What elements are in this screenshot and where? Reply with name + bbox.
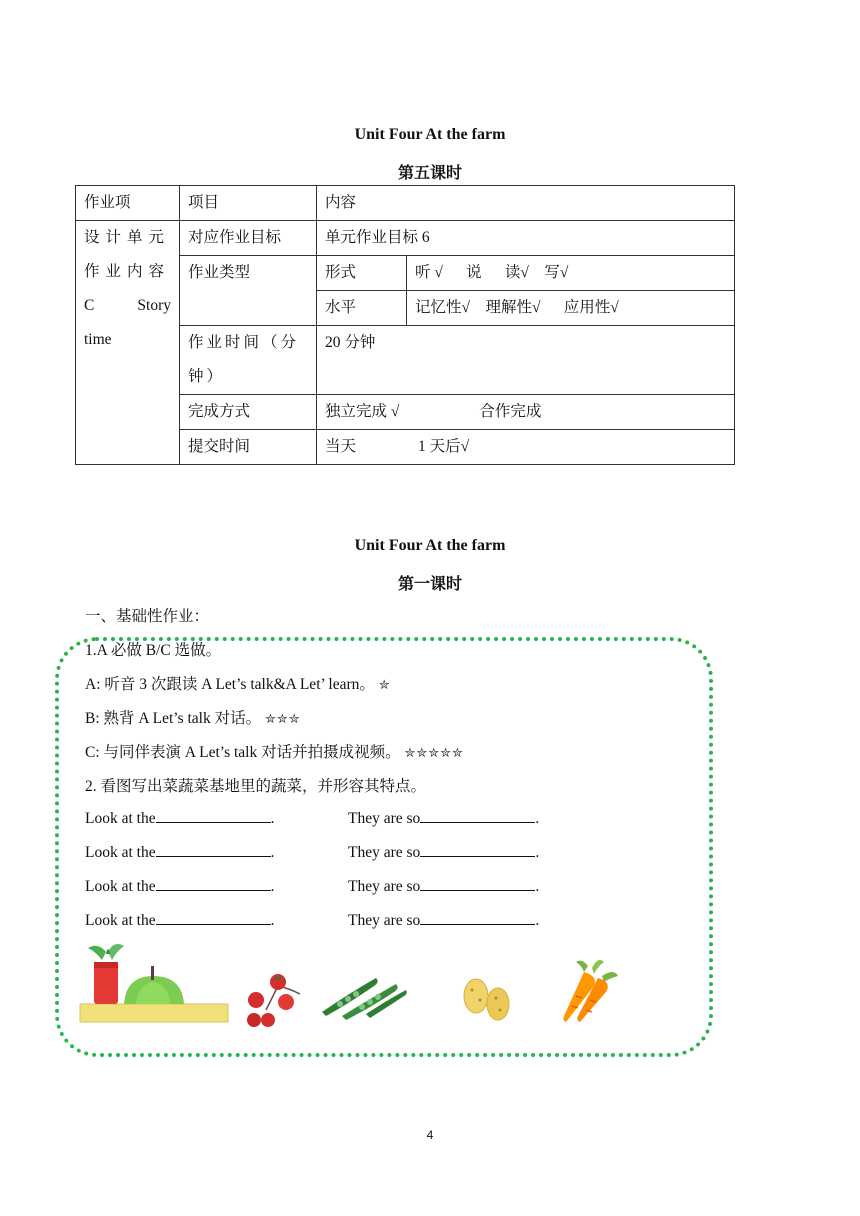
mode-value-cooperative: 合作完成 [479, 403, 542, 420]
item2-instruction: 2. 看图写出菜蔬菜基地里的蔬菜，并形容其特点。 [85, 778, 427, 795]
carrot-and-cabbage-icon [78, 940, 230, 1025]
submit-value-cell [317, 430, 735, 465]
section2-title: Unit Four At the farm [354, 537, 506, 554]
design-label-time: time [84, 331, 112, 348]
answer-blank[interactable] [156, 808, 271, 823]
task-a-star-icon: ✮ [378, 677, 391, 692]
period: . [270, 844, 275, 861]
design-label: 设计单元作业内容 [84, 229, 171, 280]
period: . [270, 912, 275, 929]
carrots-icon [558, 956, 624, 1026]
header-cell-item: 作业项 [76, 186, 180, 221]
they-prefix: They are so [348, 844, 421, 861]
look-prefix: Look at the [85, 810, 156, 827]
period: . [270, 878, 275, 895]
tomatoes-icon [242, 972, 306, 1030]
page-number: 4 [426, 1128, 434, 1142]
header-cell-project: 项目 [180, 186, 317, 221]
look-prefix: Look at the [85, 844, 156, 861]
time-value: 20 分钟 [317, 326, 735, 395]
they-prefix: They are so [348, 912, 421, 929]
mode-value-cell [317, 395, 735, 430]
period: . [535, 810, 540, 827]
period: . [535, 878, 540, 895]
form-value: 听 √ 说 读√ 写√ [407, 256, 735, 291]
submit-value-same-day: 当天 [325, 438, 357, 455]
item1-instruction: 1.A 必做 B/C 选做。 [85, 642, 222, 659]
answer-blank[interactable] [156, 910, 271, 925]
task-b-line [85, 706, 301, 728]
fill-line-4b [348, 910, 539, 930]
header-cell-content: 内容 [317, 186, 735, 221]
fill-line-1b [348, 808, 539, 828]
fill-line-3 [85, 876, 274, 896]
design-label-story: Story [137, 297, 171, 314]
period: . [535, 844, 540, 861]
fill-line-2b [348, 842, 539, 862]
potatoes-icon [460, 976, 514, 1022]
answer-blank[interactable] [420, 876, 535, 891]
design-label-cell [76, 221, 180, 465]
task-c-star-icon: ✮✮✮✮✮ [404, 745, 464, 760]
section2-subtitle: 第一课时 [397, 576, 462, 593]
they-prefix: They are so [348, 810, 421, 827]
answer-blank[interactable] [156, 842, 271, 857]
task-c-text: C: 与同伴表演 A Let’s talk 对话并拍摄成视频。 [85, 744, 401, 761]
look-prefix: Look at the [85, 912, 156, 929]
fill-line-2 [85, 842, 274, 862]
section1-title: Unit Four At the farm [354, 126, 506, 143]
fill-line-1 [85, 808, 274, 828]
submit-label: 提交时间 [180, 430, 317, 465]
task-b-text: B: 熟背 A Let’s talk 对话。 [85, 710, 262, 727]
period: . [270, 810, 275, 827]
section1-subtitle: 第五课时 [397, 165, 462, 182]
fill-line-4 [85, 910, 274, 930]
mode-label: 完成方式 [180, 395, 317, 430]
design-label-c: C [84, 297, 95, 314]
task-a-text: A: 听音 3 次跟读 A Let’s talk&A Let’ learn。 [85, 676, 375, 693]
task-c-line [85, 740, 464, 762]
answer-blank[interactable] [156, 876, 271, 891]
basic-homework-heading: 一、基础性作业： [85, 608, 210, 625]
target-value: 单元作业目标 6 [317, 221, 735, 256]
answer-blank[interactable] [420, 910, 535, 925]
time-label: 作业时间（分钟） [180, 326, 317, 395]
look-prefix: Look at the [85, 878, 156, 895]
mode-value-independent: 独立完成 √ [325, 403, 400, 420]
target-label: 对应作业目标 [180, 221, 317, 256]
level-label: 水平 [317, 291, 407, 326]
period: . [535, 912, 540, 929]
answer-blank[interactable] [420, 808, 535, 823]
task-a-line [85, 672, 391, 694]
type-label: 作业类型 [180, 256, 317, 326]
submit-value-one-day: 1 天后√ [418, 438, 470, 455]
task-b-star-icon: ✮✮✮ [264, 711, 301, 726]
they-prefix: They are so [348, 878, 421, 895]
level-value: 记忆性√ 理解性√ 应用性√ [407, 291, 735, 326]
homework-table [75, 185, 735, 465]
fill-line-3b [348, 876, 539, 896]
answer-blank[interactable] [420, 842, 535, 857]
form-label: 形式 [317, 256, 407, 291]
green-beans-icon [318, 972, 410, 1020]
